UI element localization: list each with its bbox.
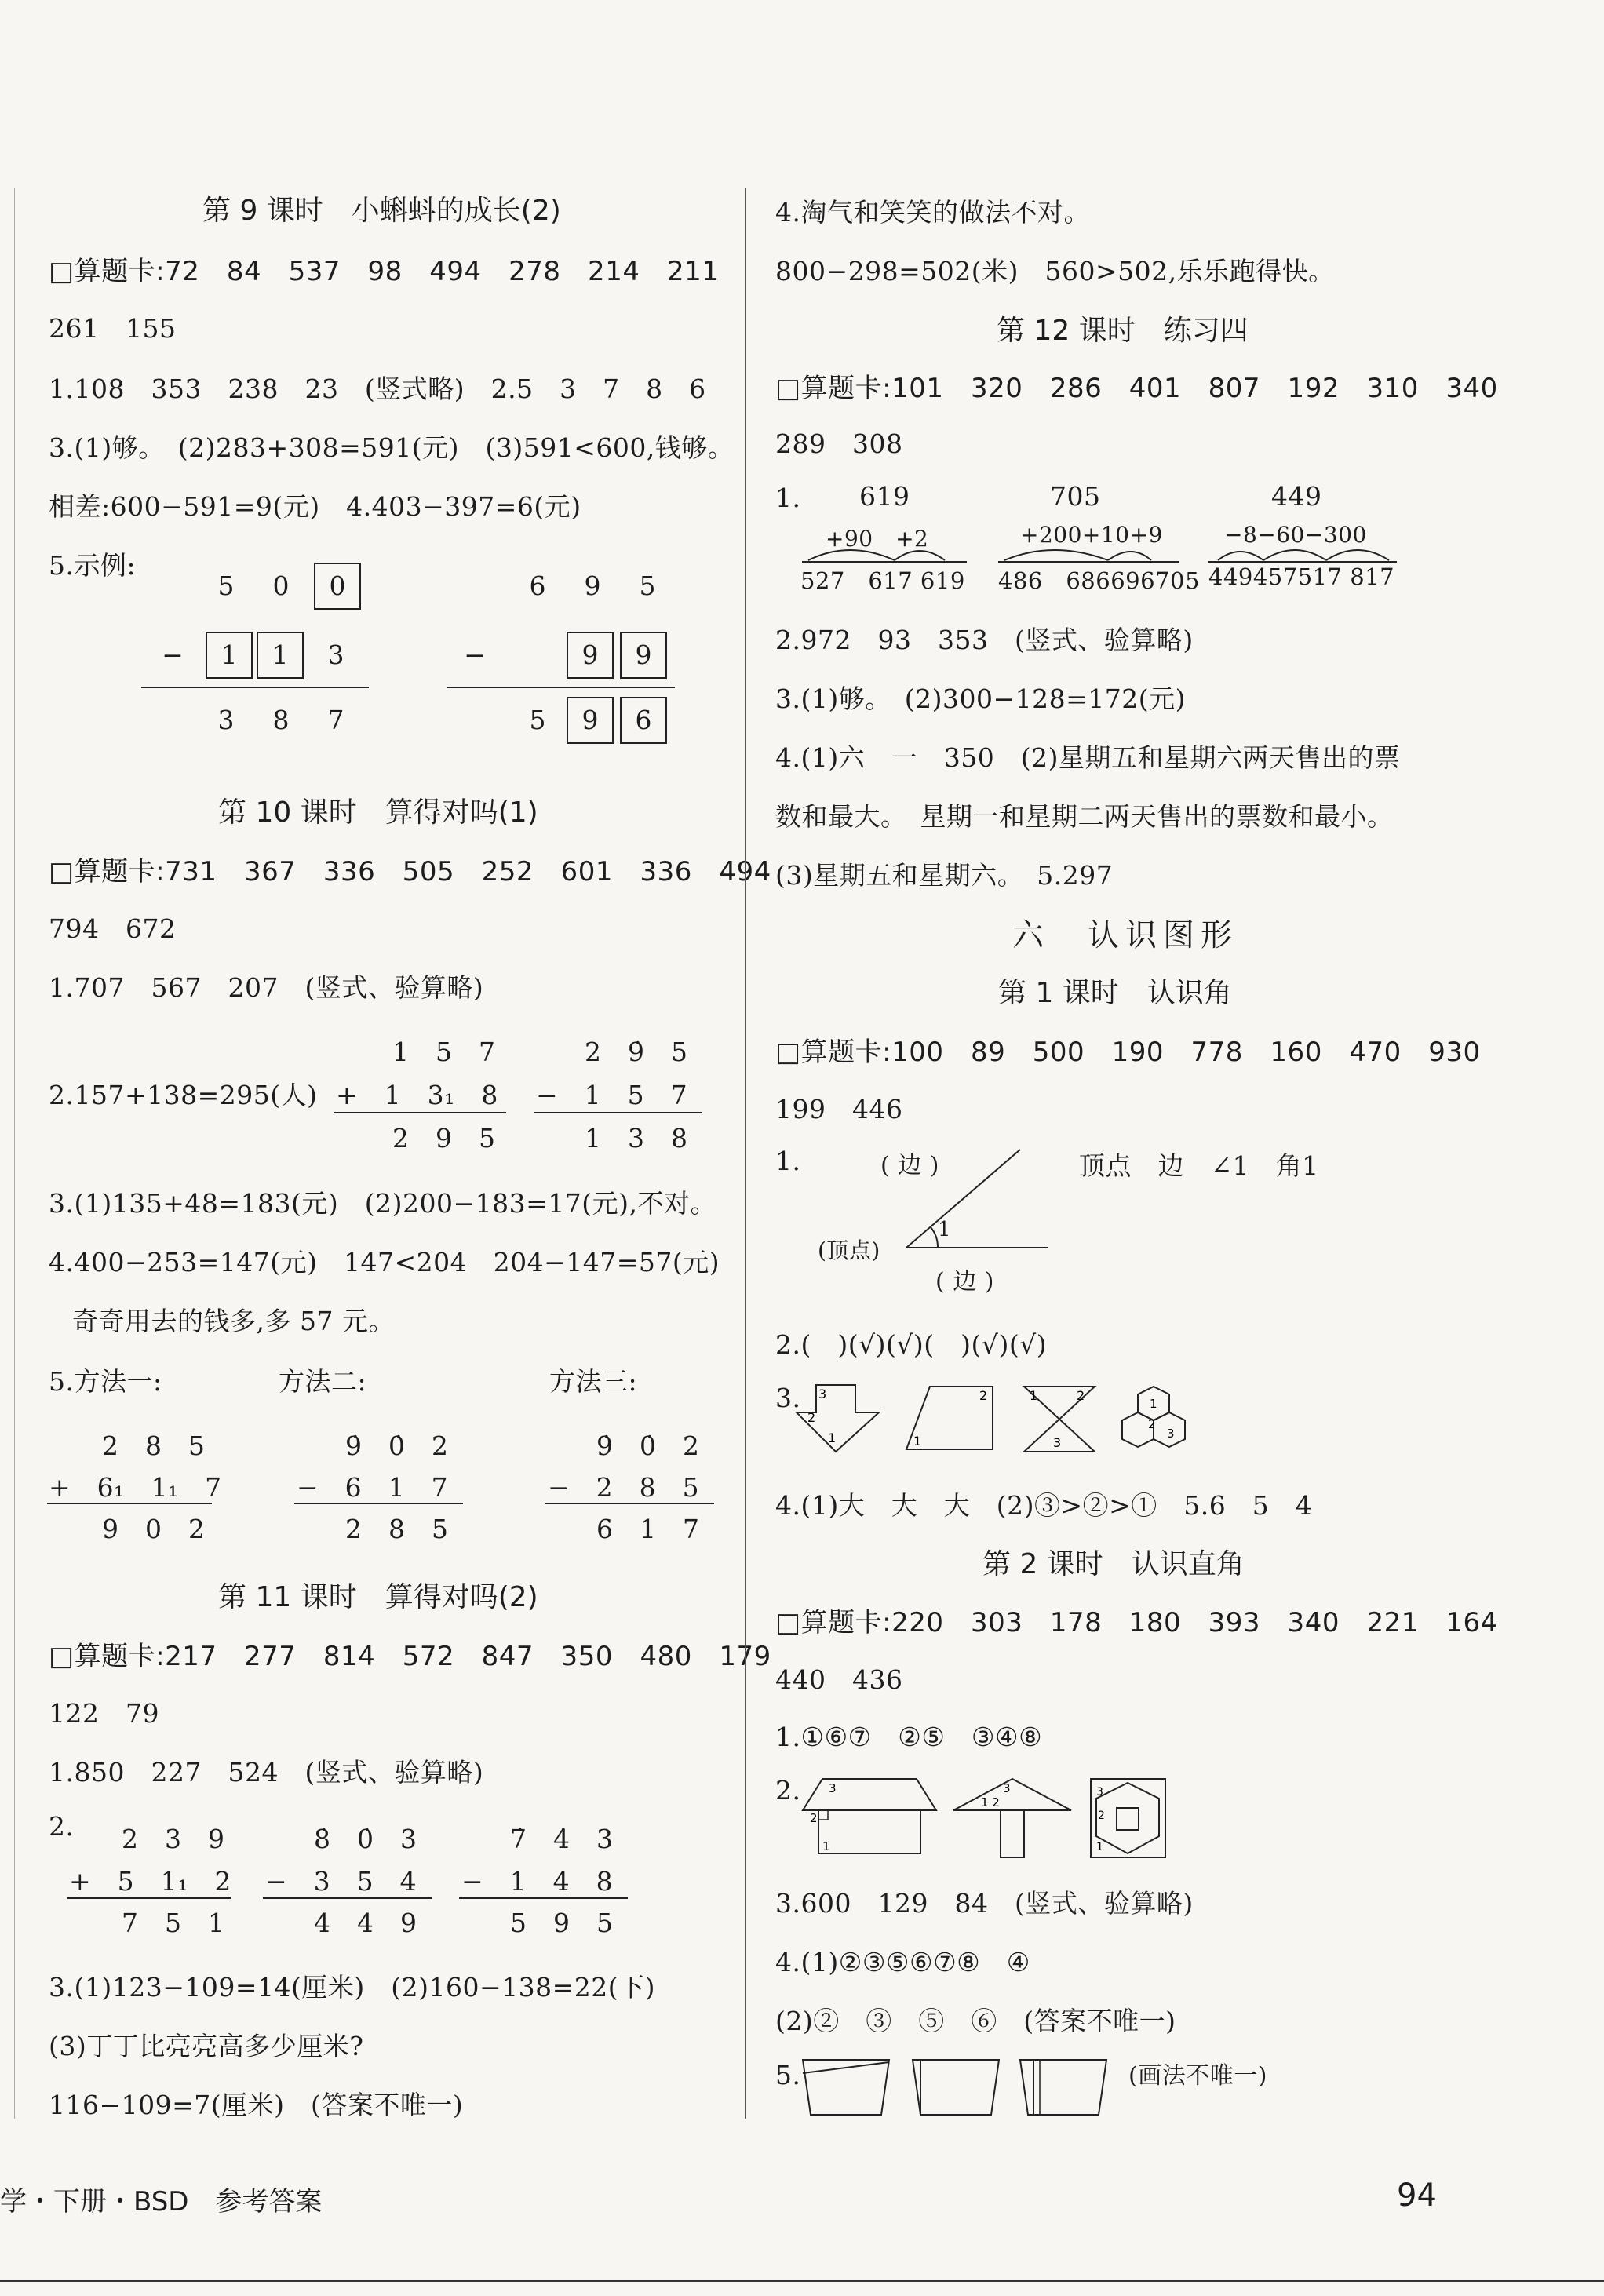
trapezoid-divided-icon <box>909 2056 1003 2119</box>
number-line-arrows <box>802 534 967 565</box>
r2-q4b: (2)② ③ ⑤ ⑥ (答案不唯一) <box>775 2006 1176 2036</box>
r1-q4: 4.(1)大 大 大 (2)③>②>① 5.6 5 4 <box>775 1490 1313 1521</box>
checkbox-icon: □ <box>49 256 75 287</box>
svg-text:2: 2 <box>1098 1809 1105 1822</box>
lesson9-calc-card-cont: 261 155 <box>49 313 177 344</box>
square-hexagon-shape-icon <box>1087 1775 1169 1861</box>
lesson11-q1: 1.850 227 524 (竖式、验算略) <box>49 1757 484 1788</box>
lesson10-calc-card-cont: 794 672 <box>49 913 177 944</box>
r1-calc-card: □算题卡:100 89 500 190 778 160 470 930 <box>775 1037 1481 1068</box>
svg-text:3: 3 <box>818 1387 827 1401</box>
hexagons-shape-icon <box>1118 1383 1220 1457</box>
lesson12-q4b: 数和最大。 星期一和星期二两天售出的票数和最小。 <box>775 801 1394 832</box>
lesson9-q5: 5.示例: <box>49 550 137 581</box>
r2-q3: 3.600 129 84 (竖式、验算略) <box>775 1888 1194 1919</box>
svg-text:1: 1 <box>1096 1841 1103 1853</box>
checkbox-icon: □ <box>49 856 75 887</box>
checkbox-icon: □ <box>49 1641 75 1672</box>
vertical-rule <box>47 1503 212 1504</box>
umbrella-shape-icon <box>950 1775 1075 1861</box>
left-margin-rule <box>14 188 15 2119</box>
right-top-q4b: 800−298=502(米) 560>502,乐乐跑得快。 <box>775 256 1335 286</box>
lesson11-title: 第 11 课时 算得对吗(2) <box>218 1581 538 1613</box>
lesson10-q2: 2.157+138=295(人) <box>49 1080 318 1110</box>
arrow-shape-icon <box>797 1381 883 1456</box>
lesson10-q4b: 奇奇用去的钱多,多 57 元。 <box>72 1306 395 1336</box>
svg-text:1: 1 <box>828 1430 837 1445</box>
method-3-label: 方法三: <box>549 1366 638 1397</box>
right-top-q4: 4.淘气和笑笑的做法不对。 <box>775 197 1090 228</box>
vertical-rule <box>294 1503 463 1504</box>
lesson12-q1: 1. <box>775 483 801 513</box>
column-divider <box>745 188 746 2119</box>
r2-q2: 2. <box>775 1775 801 1806</box>
lesson12-calc-card: □算题卡:101 320 286 401 807 192 310 340 <box>775 373 1498 404</box>
trapezoid-divided-icon <box>1016 2056 1110 2119</box>
footer-book-info: 学・下册・BSD 参考答案 <box>0 2186 323 2218</box>
lesson10-title: 第 10 课时 算得对吗(1) <box>218 796 538 829</box>
svg-text:1: 1 <box>1150 1397 1157 1411</box>
lesson10-q5: 5.方法一: <box>49 1366 162 1397</box>
lesson11-q3: 3.(1)123−109=14(厘米) (2)160−138=22(下) <box>49 1972 656 2003</box>
svg-text:3: 3 <box>829 1781 837 1795</box>
answer-box: 6 <box>620 697 667 744</box>
svg-text:2: 2 <box>1148 1417 1156 1431</box>
lesson11-q3b: (3)丁丁比亮亮高多少厘米? <box>49 2031 364 2061</box>
unit-6-title: 六 认识图形 <box>1012 917 1238 953</box>
svg-text:2: 2 <box>979 1388 988 1403</box>
r2-title: 第 2 课时 认识直角 <box>982 1548 1245 1580</box>
lesson11-calc-card: □算题卡:217 277 814 572 847 350 480 179 <box>49 1641 771 1672</box>
answer-box: 0 <box>314 563 361 610</box>
vertical-rule <box>545 1503 714 1504</box>
r2-q1: 1.①⑥⑦ ②⑤ ③④⑧ <box>775 1722 1043 1752</box>
lesson10-q3: 3.(1)135+48=183(元) (2)200−183=17(元),不对。 <box>49 1188 716 1219</box>
lesson9-q1: 1.108 353 238 23 (竖式略) 2.5 3 7 8 6 <box>49 374 706 404</box>
number-line-arrows <box>998 534 1179 565</box>
lesson11-calc-card-cont: 122 79 <box>49 1698 159 1729</box>
vertical-rule <box>141 687 369 688</box>
svg-text:3: 3 <box>1053 1435 1062 1450</box>
trapezoid-divided-icon <box>799 2056 893 2119</box>
svg-text:1: 1 <box>1030 1388 1038 1403</box>
lesson12-q3: 3.(1)够。 (2)300−128=172(元) <box>775 683 1186 714</box>
left-column: 第 9 课时 小蝌蚪的成长(2) □算题卡:72 84 537 98 494 278 214 211 261 155 1.108 353 238 23 (竖式略) 2.5 3 7 8 6 3.(1)够。 (2)283+308=591(元) (3)591<600,钱够。 相差:600−591=9(元) 4.403−397=6(元) 5.示例: 5 0 0 − 1 1 3 3 8 7 6 9 5 − 9 9 5 9 6 第 10 课时 算得对吗(1) □算题卡:731 367 336 505 252 601 336 494 794 672 1.707 567 207 (竖式、验算略) 2.157+138=295(人) 1 5 7 + 1 3₁ 8 2 9 5 2 9̇ 5 − 1 5 7 1 3 8 3.(1)135+48=183(元) (2)200−183=17(元),不对。 4.400−253=147(元) 147<204 204−147=57(元) 奇奇用去的钱多,多 57 元。 5.方法一: 方法二: 方法三: 2 8 5 + 6₁ 1₁ 7 9 0 2 9̇ 0̇ 2 − 6 1 7 2 8 5 9̇ 0̇ 2 − 2 8 5 6 1 7 第 11 课时 算得对吗(2) □算题卡:217 277 814 572 847 350 480 179 122 79 1.850 227 524 (竖式、验算略) 2. 2 3 9 + 5 1₁ 2 7 5 1 8̇ 0̇ 3 − 3 5 4 4 4 9 7̇ 4̇ 3 − 1 4 8 5 9 5 3.(1)123−109=14(厘米) (2)160−138=22(下) (3)丁丁比亮亮高多少厘米? 116−109=7(厘米) (答案不唯一) 学・下册・BSD 参考答案 <box>0 0 785 2296</box>
checkbox-icon: □ <box>775 1607 801 1638</box>
checkbox-icon: □ <box>775 373 801 404</box>
r2-q4: 4.(1)②③⑤⑥⑦⑧ ④ <box>775 1947 1030 1977</box>
number-line-arrows <box>1208 534 1397 565</box>
r1-calc-card-cont: 199 446 <box>775 1094 903 1124</box>
r1-q1: 1. <box>775 1146 801 1176</box>
lesson12-q2: 2.972 93 353 (竖式、验算略) <box>775 625 1194 655</box>
lesson10-q1: 1.707 567 207 (竖式、验算略) <box>49 972 484 1003</box>
vertical-rule <box>263 1897 432 1899</box>
right-column: 4.淘气和笑笑的做法不对。 800−298=502(米) 560>502,乐乐跑得快。 第 12 课时 练习四 □算题卡:101 320 286 401 807 192 310 340 289 308 1. 619 +90 +2 527 617 619 705 +200+10+9 486 686696705 449 −8−60−300 449457517 817 2.972 93 353 (竖式、验算略) 3.(1)够。 (2)300−128=172(元) 4.(1)六 一 350 (2)星期五和星期六两天售出的票 数和最大。 星期一和星期二两天售出的票数和最小。 (3)星期五和星期六。 5.297 六 认识图形 第 1 课时 认识角 □算题卡:100 89 500 190 778 160 470 930 199 446 1. ( 边 ) (顶点) 1 ( 边 ) 顶点 边 ∠1 角1 2.( )(√)(√)( )(√)(√) 3. 3 2 1 2 1 1 2 3 1 2 3 4.(1)大 大 大 (2)③>②>① 5.6 5 4 第 2 课时 认识直角 □算题卡:220 303 178 180 393 340 221 164 440 436 1.①⑥⑦ ②⑤ ③④⑧ 2. 3 2 1 3 1 2 3 2 1 3.600 129 84 (竖式、验算略) 4.(1)②③⑤⑥⑦⑧ ④ (2)② ③ ⑤ ⑥ (答案不唯一) 5. (画法不唯一) 94 <box>785 0 1604 2296</box>
lesson9-calc-card: □算题卡:72 84 537 98 494 278 214 211 <box>49 256 720 287</box>
answer-box: 1 <box>257 632 304 679</box>
vertical-rule <box>67 1897 231 1899</box>
trapezoid-shape-icon <box>902 1383 997 1453</box>
hourglass-shape-icon <box>1020 1383 1099 1455</box>
lesson12-calc-card-cont: 289 308 <box>775 428 903 459</box>
r2-calc-card: □算题卡:220 303 178 180 393 340 221 164 <box>775 1607 1498 1638</box>
lesson12-title: 第 12 课时 练习四 <box>997 315 1249 347</box>
answer-box: 9 <box>620 632 667 679</box>
answer-box: 9 <box>567 697 614 744</box>
lesson9-q3b: 相差:600−591=9(元) 4.403−397=6(元) <box>49 491 581 522</box>
vertical-rule <box>334 1112 506 1113</box>
lesson12-q4c: (3)星期五和星期六。 5.297 <box>775 860 1114 891</box>
svg-text:2: 2 <box>807 1410 816 1425</box>
bottom-rule <box>0 2280 1604 2282</box>
page-number: 94 <box>1397 2178 1437 2214</box>
lesson11-q3c: 116−109=7(厘米) (答案不唯一) <box>49 2090 464 2120</box>
r2-calc-card-cont: 440 436 <box>775 1664 903 1695</box>
svg-text:2: 2 <box>1077 1388 1085 1403</box>
answer-box: 1 <box>206 632 253 679</box>
lesson10-calc-card: □算题卡:731 367 336 505 252 601 336 494 <box>49 856 771 887</box>
vertical-rule <box>459 1897 628 1899</box>
vertical-rule <box>534 1112 702 1113</box>
vertical-rule <box>447 687 675 688</box>
svg-text:3: 3 <box>1167 1427 1175 1441</box>
r1-q3: 3. <box>775 1383 801 1413</box>
lesson9-q3: 3.(1)够。 (2)283+308=591(元) (3)591<600,钱够。 <box>49 432 735 463</box>
svg-text:2: 2 <box>810 1811 818 1825</box>
svg-text:1: 1 <box>822 1839 830 1853</box>
svg-text:1 2: 1 2 <box>981 1795 1000 1809</box>
house-shape-icon <box>799 1775 940 1857</box>
lesson9-title: 第 9 课时 小蝌蚪的成长(2) <box>202 195 561 227</box>
lesson11-q2: 2. <box>49 1811 75 1842</box>
r1-q2: 2.( )(√)(√)( )(√)(√) <box>775 1329 1048 1360</box>
lesson12-q4: 4.(1)六 一 350 (2)星期五和星期六两天售出的票 <box>775 742 1401 773</box>
svg-text:1: 1 <box>913 1434 922 1449</box>
answer-box: 9 <box>567 632 614 679</box>
method-2-label: 方法二: <box>279 1366 367 1397</box>
r1-title: 第 1 课时 认识角 <box>998 977 1232 1009</box>
r2-q5: 5. <box>775 2060 801 2090</box>
lesson10-q4: 4.400−253=147(元) 147<204 204−147=57(元) <box>49 1247 720 1277</box>
checkbox-icon: □ <box>775 1037 801 1068</box>
svg-text:3: 3 <box>1003 1781 1011 1795</box>
svg-text:3: 3 <box>1096 1786 1103 1799</box>
